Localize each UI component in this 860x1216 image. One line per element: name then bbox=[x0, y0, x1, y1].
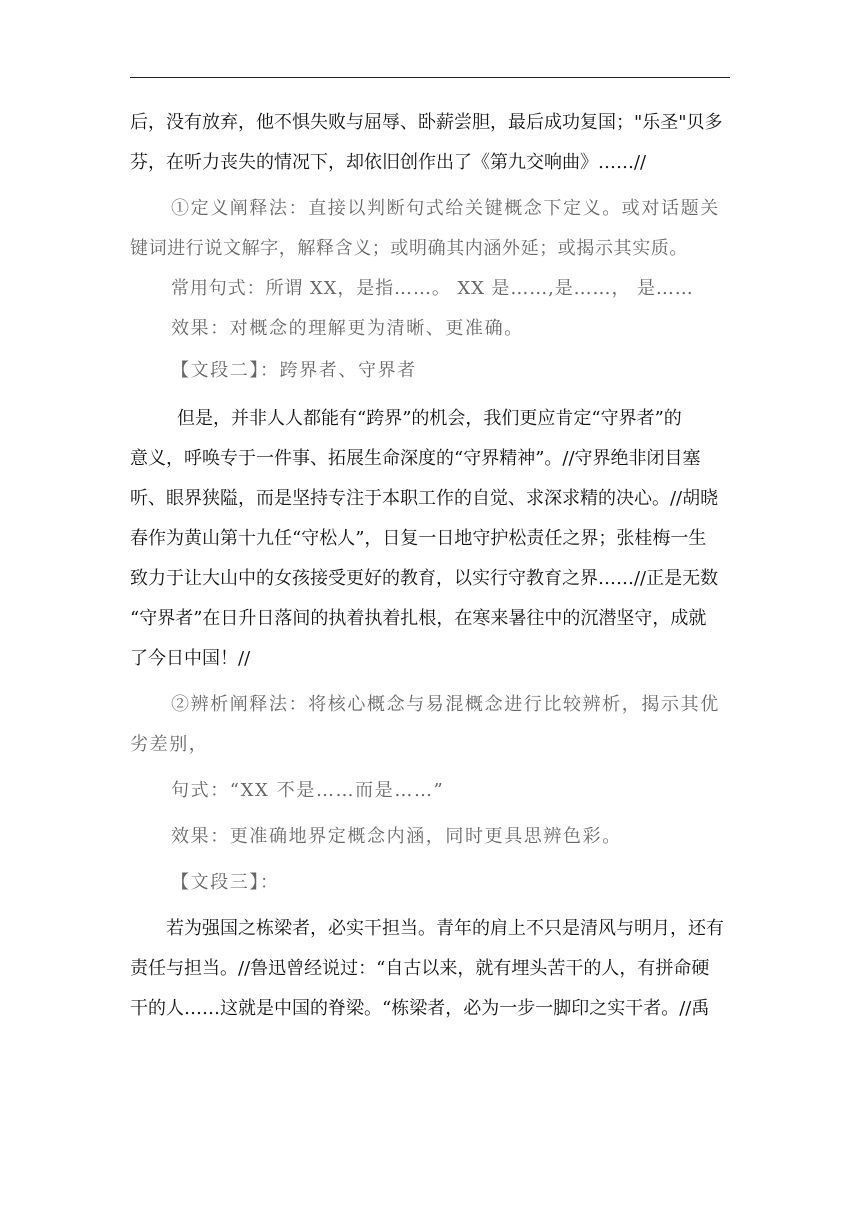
text-line: 责任与担当。//鲁迅曾经说过：“自古以来，就有埋头苦干的人，有拼命硬 bbox=[130, 958, 710, 979]
text-line: 听、眼界狭隘，而是坚持专注于本职工作的自觉、求深求精的决心。//胡晓 bbox=[130, 488, 719, 509]
text-line: 了今日中国！// bbox=[130, 648, 251, 669]
method1-effect: 效果：对概念的理解更为清晰、更准确。 bbox=[171, 318, 524, 339]
continued-paragraph bbox=[130, 103, 730, 183]
method2-definition bbox=[130, 685, 730, 765]
text-line: 键词进行说文解字，解释含义；或明确其内涵外延；或揭示其实质。 bbox=[130, 238, 688, 259]
text-line: 致力于让大山中的女孩接受更好的教育，以实行守教育之界……//正是无数 bbox=[130, 568, 719, 589]
text-line: 意义，呼唤专于一件事、拓展生命深度的“守界精神”。//守界绝非闭目塞 bbox=[130, 448, 701, 469]
method2-effect: 效果：更准确地界定概念内涵，同时更具思辨色彩。 bbox=[171, 826, 622, 847]
text-line: “守界者”在日升日落间的执着执着扎根，在寒来暑往中的沉潜坚守，成就 bbox=[130, 608, 707, 629]
text-line: 后，没有放弃，他不惧失败与屈辱、卧薪尝胆，最后成功复国；"乐圣"贝多 bbox=[130, 112, 723, 133]
text-line: 劣差别， bbox=[130, 734, 209, 755]
document-body bbox=[130, 103, 730, 1029]
section2-paragraph bbox=[130, 399, 730, 679]
section2-heading: 【文段二】：跨界者、守界者 bbox=[171, 360, 417, 381]
text-line: ①定义阐释法：直接以判断句式给关键概念下定义。或对话题关 bbox=[171, 198, 720, 219]
text-line: 若为强国之栋梁者，必实干担当。青年的肩上不只是清风与明月，还有 bbox=[166, 918, 724, 939]
method1-pattern: 常用句式：所谓 XX，是指……。 XX 是……,是……， 是…… bbox=[171, 278, 694, 299]
section3-heading: 【文段三】： bbox=[171, 872, 280, 893]
text-line: 芬，在听力丧失的情况下，却依旧创作出了《第九交响曲》……// bbox=[130, 152, 647, 173]
text-line: 春作为黄山第十九任“守松人”，日复一日地守护松责任之界；张桂梅一生 bbox=[130, 528, 707, 549]
method1-definition bbox=[130, 189, 730, 269]
section3-paragraph bbox=[130, 909, 730, 1029]
text-line: 但是，并非人人都能有“跨界”的机会，我们更应肯定“守界者”的 bbox=[177, 408, 682, 429]
header-rule bbox=[130, 77, 730, 78]
method2-pattern: 句式：“XX 不是……而是……” bbox=[171, 780, 445, 801]
text-line: 干的人……这就是中国的脊梁。“栋梁者，必为一步一脚印之实干者。//禹 bbox=[130, 998, 710, 1019]
text-line: ②辨析阐释法：将核心概念与易混概念进行比较辨析，揭示其优 bbox=[171, 694, 720, 715]
